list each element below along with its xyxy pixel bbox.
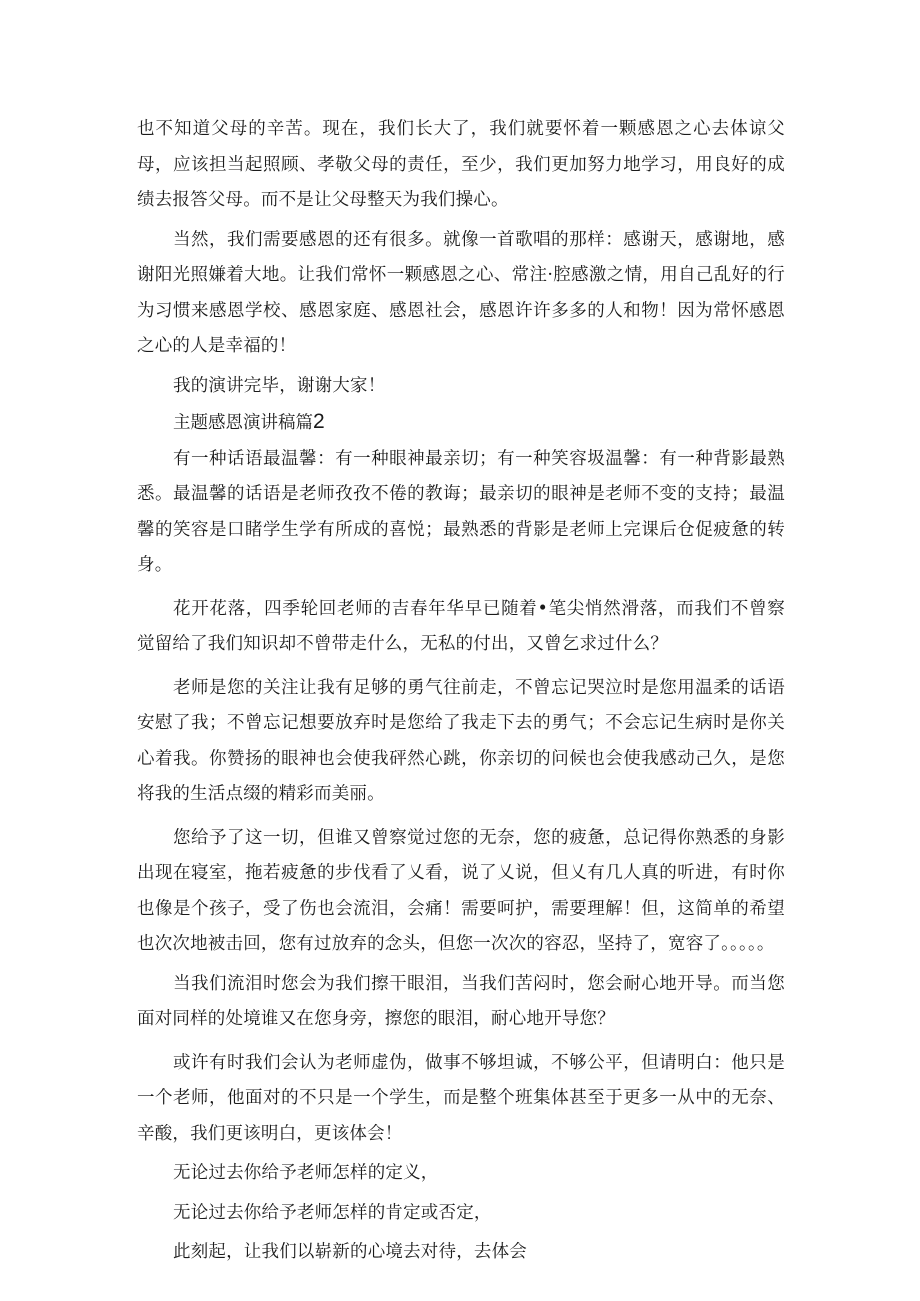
- line-definition: 无论过去你给予老师怎样的定义，: [173, 1163, 439, 1183]
- section-heading: [137, 404, 785, 442]
- paragraph-weariness: 您给予了这一切，但谁又曾察觉过您的无奈，您的疲惫，总记得你熟悉的身影出现在寝室，拖若疲惫的步伐看了乂看，说了乂说，但乂有几人真的听进，有时你也像是个孩子，受了伤也会流泪，会痛！需要呵护，需要理解！但，这简单的希望也次次地被击回，您有过放弃的念头，但您一次次的容忍，坚持了，宽容了。。。。。: [137, 827, 785, 954]
- paragraph-warmest: 有一种话语最温馨：有一种眼神最亲切；有一种笑容圾温馨：有一种背影最熟悉。最温馨的话语是老师孜孜不倦的教诲；最亲切的眼神是老师不变的支持；最温馨的笑容是口睹学生学有所成的喜悦；最熟悉的背影是老师上完课后仓促疲惫的转身。: [137, 448, 785, 575]
- line-affirmation: 无论过去你给予老师怎样的肯定或否定，: [173, 1202, 492, 1223]
- paragraph-gratitude: 当然，我们需要感恩的还有很多。就像一首歌唱的那样：感谢天，感谢地，感谢阳光照嫌着大地。让我们常怀一颗感恩之心、常注·腔感激之情，用自己乱好的行为习惯来感恩学校、感恩家庭、感恩社会，感恩许许多多的人和物！因为常怀感恩之心的人是幸福的！: [137, 229, 785, 356]
- paragraph-courage: 老师是您的关注让我有足够的勇气往前走，不曾忘记哭泣时是您用温柔的话语安慰了我；不曾忘记想要放弃时是您给了我走下去的勇气；不会忘记生病时是你关心着我。你赞扬的眼神也会使我砰然心跳，你亲切的问候也会使我感动己久，是您将我的生活点缀的精彩而美丽。: [137, 677, 785, 804]
- section-heading-text: 主题感恩演讲稿篇: [173, 413, 313, 433]
- paragraph-parents: 也不知道父母的辛苦。现在，我们长大了，我们就要怀着一颗感恩之心去体谅父母，应该担当起照顾、孝敬父母的责任，至少，我们更加努力地学习，用良好的成绩去报答父母。而不是让父母整天为我们操心。: [137, 119, 785, 210]
- paragraph-seasons: 花开花落，四季轮回老师的吉春年华早已随着•笔尖悄然滑落，而我们不曾察觉留给了我们知识却不曾带走什么，无私的付出，又曾乞求过什么？: [137, 598, 785, 654]
- line-from-now-on: 此刻起，让我们以崭新的心境去对待，去体会: [173, 1242, 527, 1262]
- document-page: [137, 112, 785, 1271]
- paragraph-tears: 当我们流泪时您会为我们擦干眼泪，当我们苦闷时，您会耐心地开导。而当您面对同样的处境谁又在您身旁，擦您的眼泪，耐心地开导您？: [137, 973, 785, 1029]
- paragraph-closing: 我的演讲完毕，谢谢大家！: [173, 375, 386, 396]
- paragraph-understanding: 或许有时我们会认为老师虚伪，做事不够坦诚，不够公平，但请明白：他只是一个老师，他面对的不只是一个学生，而是整个班集体甚至于更多一从中的无奈、辛酸，我们更该明白，更该体会！: [137, 1052, 785, 1144]
- section-heading-number: 2: [313, 410, 325, 433]
